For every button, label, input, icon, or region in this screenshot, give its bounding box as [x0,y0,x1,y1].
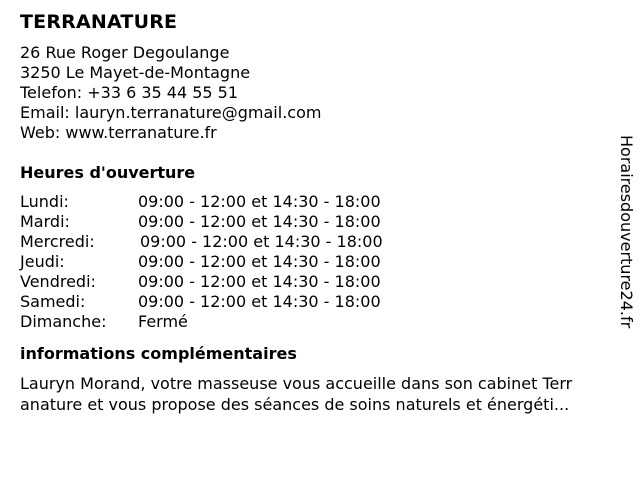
hours-time: 09:00 - 12:00 et 14:30 - 18:00 [138,192,381,211]
business-card [20,9,610,415]
hours-time: 09:00 - 12:00 et 14:30 - 18:00 [138,252,381,271]
site-watermark: Horairesdouverture24.fr [617,135,636,329]
hours-time: 09:00 - 12:00 et 14:30 - 18:00 [138,272,381,291]
web-line: Web: www.terranature.fr [20,123,217,142]
info-text-line-2: anature et vous propose des séances de soins naturels et énergéti... [20,395,570,414]
hours-day: Lundi: [20,192,69,211]
hours-title: Heures d'ouverture [20,163,196,182]
hours-row-samedi [20,292,610,312]
info-text [20,373,626,415]
hours-time: 09:00 - 12:00 et 14:30 - 18:00 [138,212,381,231]
hours-day: Mardi: [20,212,70,231]
address-line-1: 26 Rue Roger Degoulange [20,43,230,62]
info-title: informations complémentaires [20,344,297,363]
hours-row-dimanche [20,312,610,332]
hours-row-lundi [20,192,610,212]
hours-row-mercredi [20,232,610,252]
address-line-2: 3250 Le Mayet-de-Montagne [20,63,251,82]
email-line: Email: lauryn.terranature@gmail.com [20,103,322,122]
hours-day: Dimanche: [20,312,107,331]
hours-row-mardi [20,212,610,232]
hours-row-jeudi [20,252,610,272]
phone-line: Telefon: +33 6 35 44 55 51 [20,83,239,102]
hours-day: Jeudi: [20,252,65,271]
hours-day: Vendredi: [20,272,96,291]
info-text-line-1: Lauryn Morand, votre masseuse vous accueille dans son cabinet Terr [20,374,573,393]
hours-day: Mercredi: [20,232,95,251]
hours-time: 09:00 - 12:00 et 14:30 - 18:00 [138,292,381,311]
hours-time: 09:00 - 12:00 et 14:30 - 18:00 [140,232,383,251]
hours-table [20,192,610,332]
hours-day: Samedi: [20,292,86,311]
business-name: TERRANATURE [20,11,178,33]
hours-time: Fermé [138,312,188,331]
hours-row-vendredi [20,272,610,292]
